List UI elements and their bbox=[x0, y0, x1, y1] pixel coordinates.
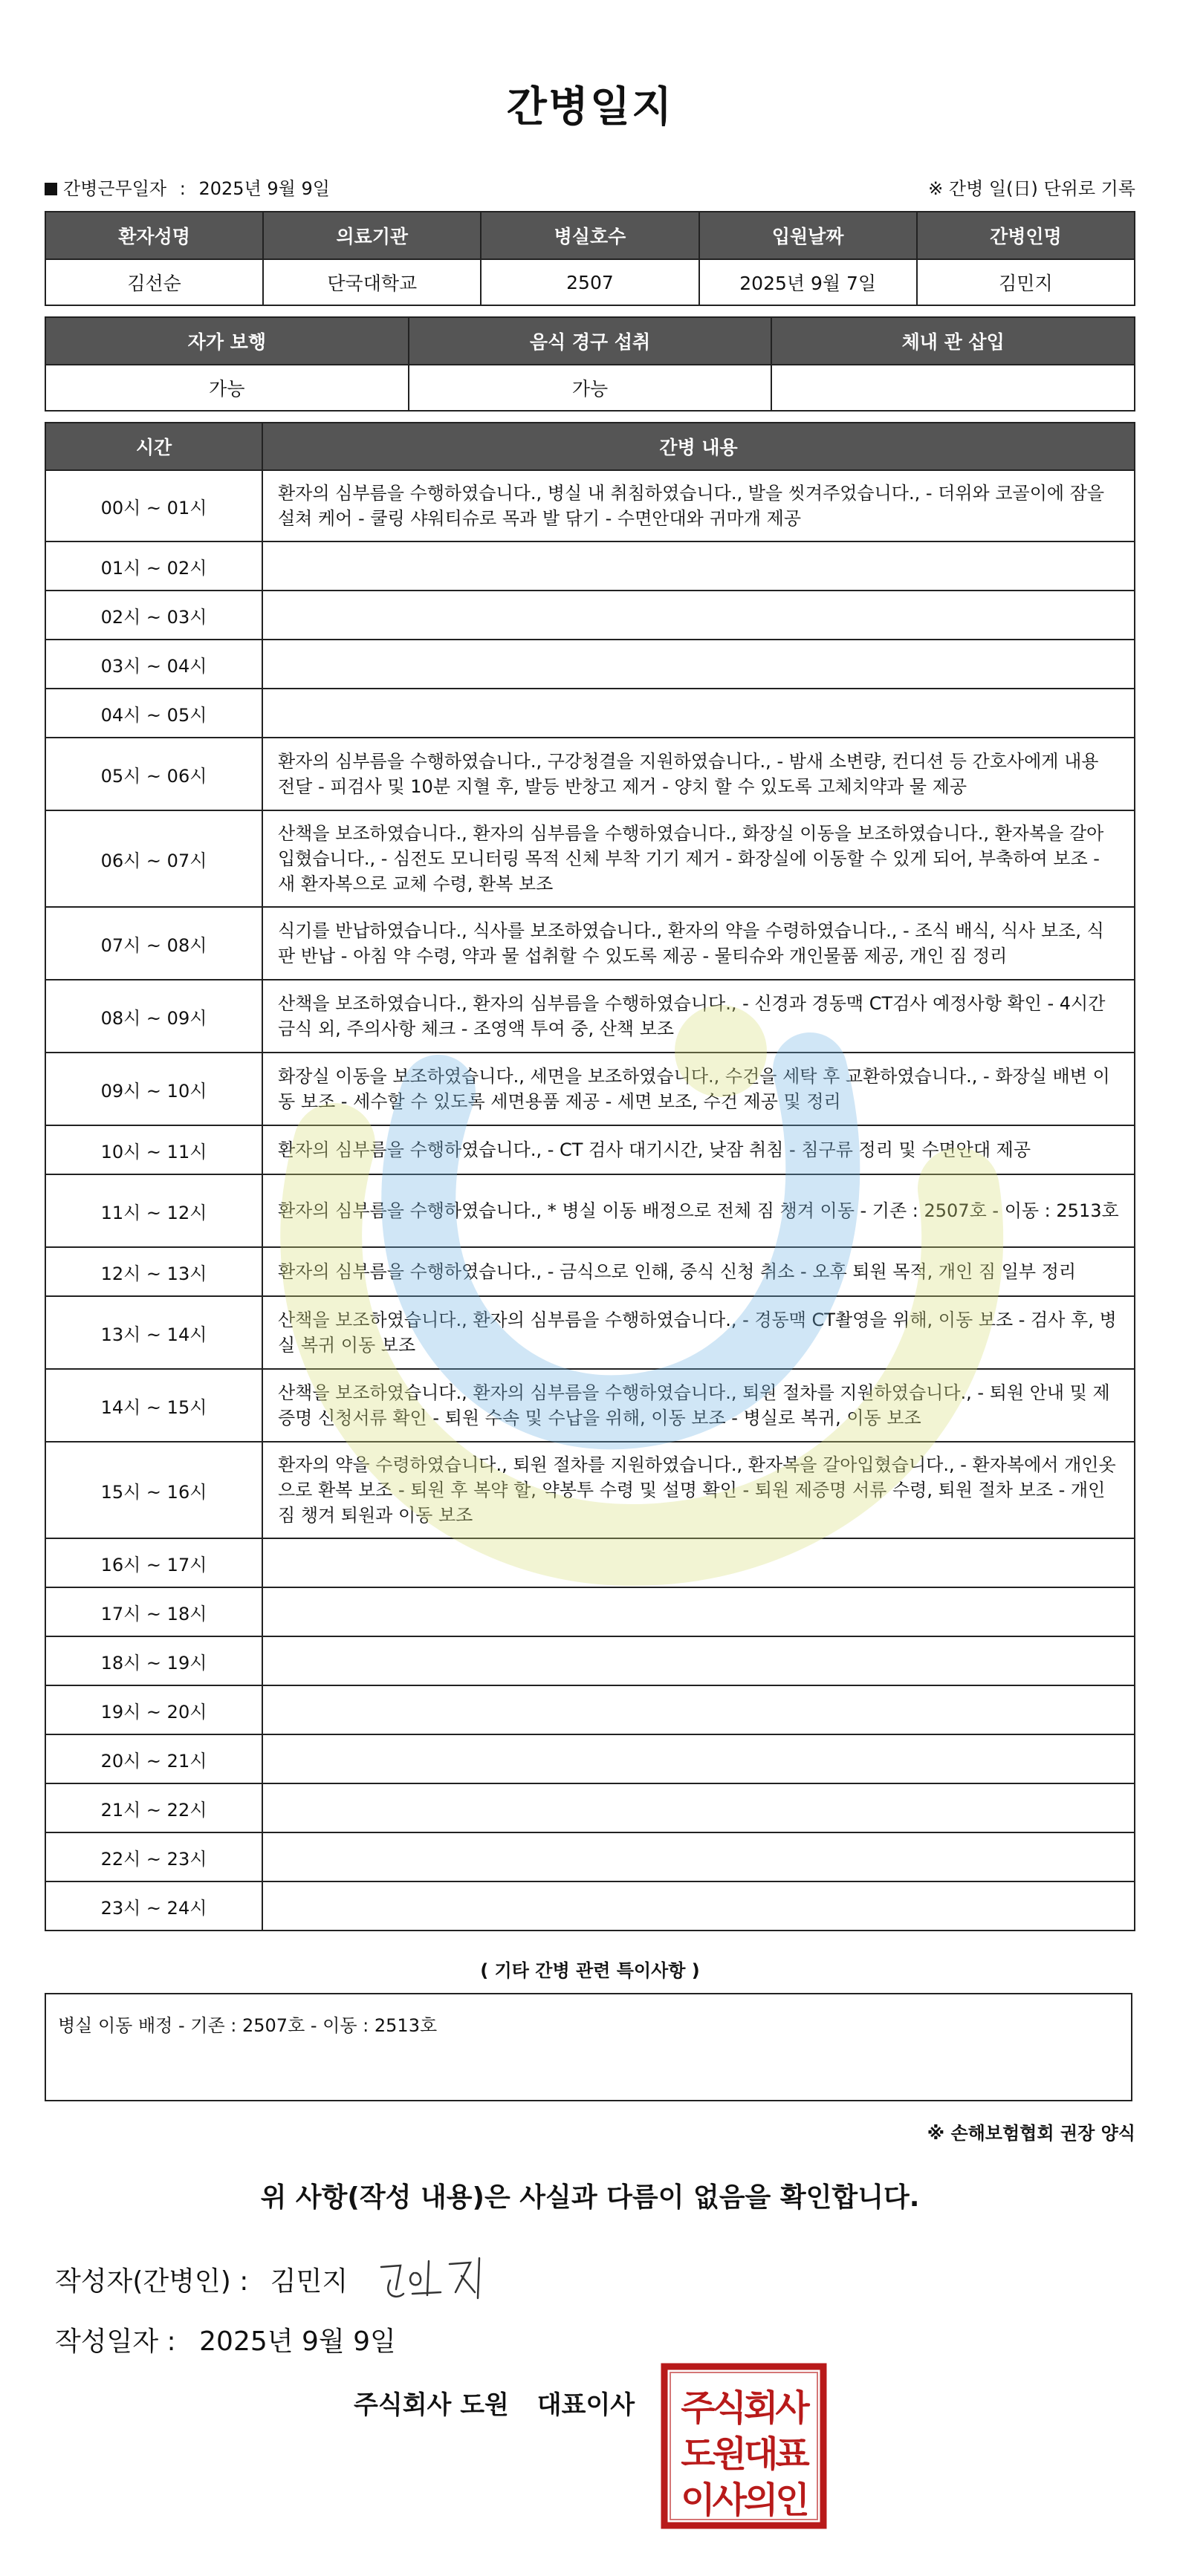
log-row bbox=[45, 1783, 1135, 1832]
log-text bbox=[262, 541, 1135, 591]
notes-section-title: ( 기타 간병 관련 특이사항 ) bbox=[480, 1960, 700, 1981]
confirmation-statement: 위 사항(작성 내용)은 사실과 다름이 없음을 확인합니다. bbox=[260, 2182, 920, 2213]
log-text: 화장실 이동을 보조하였습니다., 세면을 보조하였습니다., 수건을 세탁 후 교환하였습니다., - 화장실 배변 이동 보조 - 세수할 수 있도록 세면용품 제공 - 세면 보조, 수건 제공 및 정리 bbox=[262, 1053, 1135, 1125]
svg-text:이사의인: 이사의인 bbox=[681, 2479, 807, 2521]
square-bullet-icon bbox=[45, 183, 57, 195]
log-text: 환자의 심부름을 수행하였습니다., 병실 내 취침하였습니다., 발을 씻겨주었습니다., - 더위와 코골이에 잠을 설쳐 케어 - 쿨링 샤워티슈로 목과 발 닦기 - 수면안대와 귀마개 제공 bbox=[262, 470, 1135, 541]
log-time: 14시 ~ 15시 bbox=[45, 1369, 262, 1442]
log-time: 04시 ~ 05시 bbox=[45, 689, 262, 738]
log-row bbox=[45, 1247, 1135, 1296]
tube-insertion-value bbox=[771, 365, 1135, 411]
log-text: 환자의 심부름을 수행하였습니다., - CT 검사 대기시간, 낮잠 취침 - 침구류 정리 및 수면안대 제공 bbox=[262, 1125, 1135, 1174]
unit-note: ※ 간병 일(日) 단위로 기록 bbox=[928, 178, 1135, 199]
log-text bbox=[262, 1734, 1135, 1783]
header-caregiver: 간병인명 bbox=[917, 212, 1135, 259]
company-name: 주식회사 도원 bbox=[354, 2390, 509, 2420]
log-time: 21시 ~ 22시 bbox=[45, 1783, 262, 1832]
log-text: 산책을 보조하였습니다., 환자의 심부름을 수행하였습니다., - 신경과 경동맥 CT검사 예정사항 확인 - 4시간 금식 외, 주의사항 체크 - 조영액 투여 중, 산책 보조 bbox=[262, 980, 1135, 1053]
self-walking-value: 가능 bbox=[45, 365, 409, 411]
work-date-sep: : bbox=[179, 178, 186, 199]
log-text bbox=[262, 1783, 1135, 1832]
patient-name: 김선순 bbox=[45, 259, 263, 305]
log-text bbox=[262, 1832, 1135, 1881]
log-time: 16시 ~ 17시 bbox=[45, 1538, 262, 1587]
header-care-content: 간병 내용 bbox=[262, 423, 1135, 470]
log-text: 식기를 반납하였습니다., 식사를 보조하였습니다., 환자의 약을 수령하였습니다., - 조식 배식, 식사 보조, 식판 반납 - 아침 약 수령, 약과 물 섭취할 수 있도록 제공 - 물티슈와 개인물품 제공, 개인 짐 정리 bbox=[262, 907, 1135, 980]
log-time: 00시 ~ 01시 bbox=[45, 470, 262, 541]
log-header-row bbox=[45, 423, 1135, 470]
writer-line bbox=[55, 2260, 348, 2298]
admission-date: 2025년 9월 7일 bbox=[699, 259, 917, 305]
svg-text:주식회사: 주식회사 bbox=[681, 2387, 807, 2429]
log-time: 03시 ~ 04시 bbox=[45, 640, 262, 689]
log-text bbox=[262, 1685, 1135, 1734]
header-room: 병실호수 bbox=[481, 212, 698, 259]
company-signature-line bbox=[354, 2384, 635, 2421]
log-text: 환자의 약을 수령하였습니다., 퇴원 절차를 지원하였습니다., 환자복을 갈아입혔습니다., - 환자복에서 개인옷으로 환복 보조 - 퇴원 후 복약 할, 약봉투 수령 및 설명 확인 - 퇴원 제증명 서류 수령, 퇴원 절차 보조 - 개인 짐 챙겨 퇴원과 이동 보조 bbox=[262, 1442, 1135, 1538]
log-row bbox=[45, 591, 1135, 640]
log-time: 12시 ~ 13시 bbox=[45, 1247, 262, 1296]
log-text: 환자의 심부름을 수행하였습니다., 구강청결을 지원하였습니다., - 밤새 소변량, 컨디션 등 간호사에게 내용 전달 - 피검사 및 10분 지혈 후, 발등 반창고 제거 - 양치 할 수 있도록 고체치약과 물 제공 bbox=[262, 738, 1135, 810]
patient-info-value-row bbox=[45, 259, 1135, 305]
ceo-label: 대표이사 bbox=[536, 2390, 635, 2420]
date-label: 작성일자 : bbox=[55, 2326, 176, 2357]
log-row bbox=[45, 810, 1135, 907]
header-oral-intake: 음식 경구 섭취 bbox=[409, 317, 772, 365]
log-row bbox=[45, 689, 1135, 738]
work-date-label: 간병근무일자 bbox=[63, 178, 167, 199]
header-admission-date: 입원날짜 bbox=[699, 212, 917, 259]
header-self-walking: 자가 보행 bbox=[45, 317, 409, 365]
hospital-name: 단국대학교 bbox=[263, 259, 481, 305]
svg-text:도원대표: 도원대표 bbox=[681, 2433, 807, 2475]
date-value: 2025년 9월 9일 bbox=[199, 2326, 396, 2357]
log-row bbox=[45, 1125, 1135, 1174]
log-row bbox=[45, 1636, 1135, 1685]
log-row bbox=[45, 541, 1135, 591]
log-time: 01시 ~ 02시 bbox=[45, 541, 262, 591]
work-date-line bbox=[45, 174, 330, 200]
header-tube-insertion: 체내 관 삽입 bbox=[771, 317, 1135, 365]
log-text bbox=[262, 1636, 1135, 1685]
log-time: 18시 ~ 19시 bbox=[45, 1636, 262, 1685]
log-time: 19시 ~ 20시 bbox=[45, 1685, 262, 1734]
log-time: 09시 ~ 10시 bbox=[45, 1053, 262, 1125]
header-hospital: 의료기관 bbox=[263, 212, 481, 259]
log-text: 환자의 심부름을 수행하였습니다., - 금식으로 인해, 중식 신청 취소 - 오후 퇴원 목적, 개인 짐 일부 정리 bbox=[262, 1247, 1135, 1296]
log-row bbox=[45, 1587, 1135, 1636]
log-row bbox=[45, 1734, 1135, 1783]
log-text bbox=[262, 1587, 1135, 1636]
status-header-row bbox=[45, 317, 1135, 365]
log-time: 05시 ~ 06시 bbox=[45, 738, 262, 810]
log-row bbox=[45, 1296, 1135, 1369]
log-time: 13시 ~ 14시 bbox=[45, 1296, 262, 1369]
log-text bbox=[262, 689, 1135, 738]
log-row bbox=[45, 1369, 1135, 1442]
room-number: 2507 bbox=[481, 259, 698, 305]
log-time: 20시 ~ 21시 bbox=[45, 1734, 262, 1783]
patient-status-table bbox=[45, 316, 1135, 412]
log-time: 10시 ~ 11시 bbox=[45, 1125, 262, 1174]
log-text bbox=[262, 1881, 1135, 1931]
log-time: 02시 ~ 03시 bbox=[45, 591, 262, 640]
log-text: 산책을 보조하였습니다., 환자의 심부름을 수행하였습니다., 퇴원 절차를 지원하였습니다., - 퇴원 안내 및 제증명 신청서류 확인 - 퇴원 수속 및 수납을 위해, 이동 보조 - 병실로 복귀, 이동 보조 bbox=[262, 1369, 1135, 1442]
log-row bbox=[45, 1053, 1135, 1125]
special-notes-box: 병실 이동 배정 - 기존 : 2507호 - 이동 : 2513호 bbox=[45, 1993, 1132, 2101]
form-note: ※ 손해보험협회 권장 양식 bbox=[927, 2123, 1135, 2144]
log-row bbox=[45, 738, 1135, 810]
header-time: 시간 bbox=[45, 423, 262, 470]
work-date-value: 2025년 9월 9일 bbox=[198, 178, 330, 199]
log-time: 11시 ~ 12시 bbox=[45, 1174, 262, 1247]
log-row bbox=[45, 1832, 1135, 1881]
writer-name: 김민지 bbox=[270, 2266, 349, 2297]
log-row bbox=[45, 470, 1135, 541]
log-row bbox=[45, 907, 1135, 980]
log-text: 환자의 심부름을 수행하였습니다., * 병실 이동 배정으로 전체 짐 챙겨 이동 - 기존 : 2507호 - 이동 : 2513호 bbox=[262, 1174, 1135, 1247]
log-time: 07시 ~ 08시 bbox=[45, 907, 262, 980]
log-row bbox=[45, 980, 1135, 1053]
log-text bbox=[262, 640, 1135, 689]
log-time: 17시 ~ 18시 bbox=[45, 1587, 262, 1636]
log-time: 22시 ~ 23시 bbox=[45, 1832, 262, 1881]
writer-label: 작성자(간병인) : bbox=[55, 2266, 249, 2297]
log-text bbox=[262, 1538, 1135, 1587]
log-row bbox=[45, 640, 1135, 689]
log-row bbox=[45, 1538, 1135, 1587]
oral-intake-value: 가능 bbox=[409, 365, 772, 411]
caregiver-name: 김민지 bbox=[917, 259, 1135, 305]
log-time: 08시 ~ 09시 bbox=[45, 980, 262, 1053]
log-time: 06시 ~ 07시 bbox=[45, 810, 262, 907]
patient-info-table bbox=[45, 211, 1135, 306]
page-title: 간병일지 bbox=[506, 83, 674, 131]
written-date-line bbox=[55, 2320, 396, 2358]
patient-info-header-row bbox=[45, 212, 1135, 259]
log-time: 15시 ~ 16시 bbox=[45, 1442, 262, 1538]
hourly-log-table bbox=[45, 422, 1135, 1931]
log-row bbox=[45, 1881, 1135, 1931]
header-patient-name: 환자성명 bbox=[45, 212, 263, 259]
status-value-row bbox=[45, 365, 1135, 411]
company-seal-stamp bbox=[660, 2362, 828, 2530]
log-text bbox=[262, 591, 1135, 640]
handwritten-signature bbox=[375, 2251, 494, 2310]
log-row bbox=[45, 1442, 1135, 1538]
log-row bbox=[45, 1685, 1135, 1734]
log-row bbox=[45, 1174, 1135, 1247]
log-time: 23시 ~ 24시 bbox=[45, 1881, 262, 1931]
log-text: 산책을 보조하였습니다., 환자의 심부름을 수행하였습니다., - 경동맥 CT촬영을 위해, 이동 보조 - 검사 후, 병실 복귀 이동 보조 bbox=[262, 1296, 1135, 1369]
log-text: 산책을 보조하였습니다., 환자의 심부름을 수행하였습니다., 화장실 이동을 보조하였습니다., 환자복을 갈아입혔습니다., - 심전도 모니터링 목적 신체 부착 기기 제거 - 화장실에 이동할 수 있게 되어, 부축하여 보조 - 새 환자복으로 교체 수령, 환복 보조 bbox=[262, 810, 1135, 907]
